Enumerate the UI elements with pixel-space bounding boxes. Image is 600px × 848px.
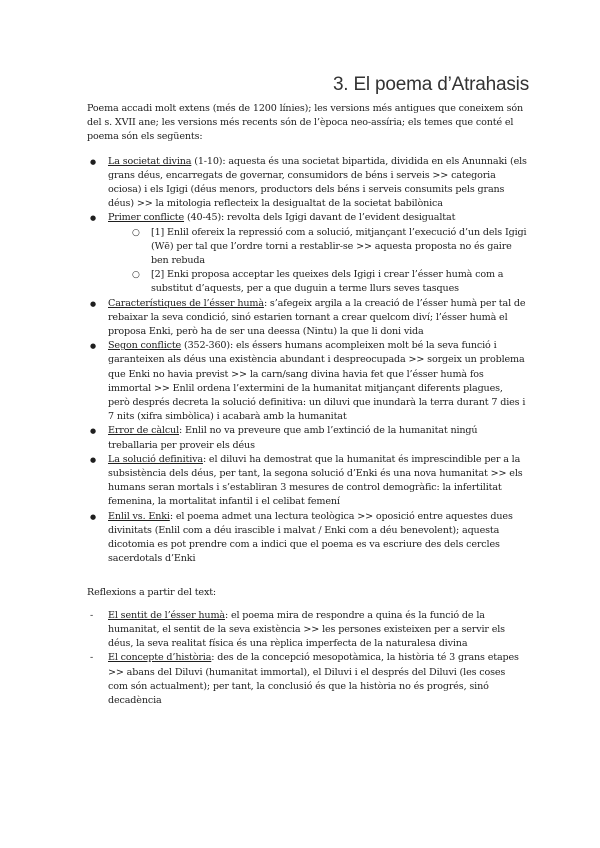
list-item — [87, 453, 527, 510]
theme-text: (352-360): els éssers humans acompleixen molt bé la seva funció i garanteixen als déus una existència abundant i despreocupada >> sorgeix un problema que Enki no havia previst >> la carn/sang divina havia fet que l’ésser humà fos immortal >> Enlil ordena l’extermini de la humanitat mitjançant diferents plagues, però després decreta la solució definitiva: un diluvi que inundarà la terra durant 7 dies i 7 nits (xifra simbòlica) i acabarà amb la humanitat — [108, 340, 526, 423]
theme-text: : el poema admet una lectura teològica >> oposició entre aquestes dues divinitats (Enlil com a déu irascible i malvat / Enki com a déu benevolent); aquesta dicotomia es pot prendre com a indici que el poema es va escriure des dels cercles sacerdotals d’Enki — [108, 510, 513, 565]
reflections-list — [87, 609, 527, 708]
reflection-text: : des de la concepció mesopotàmica, la història té 3 grans etapes >> abans del Diluvi (humanitat immortal), el Diluvi i el després del Diluvi (les coses com són actualment); per tant, la conclusió és que la història no és progrés, sinó decadència — [108, 652, 519, 706]
theme-text: : s’afegeix argila a la creació de l’ésser humà per tal de rebaixar la seva condició, sinó estarien tornant a crear quelcom diví; l’ésser humà el proposa Enki, però ha de ser una deessa (Nintu) la que li doni vida — [108, 297, 526, 338]
theme-text: : el diluvi ha demostrat que la humanitat és imprescindible per a la subsistència dels déus, per tant, la segona solució d’Enki és una nova humanitat >> els humans seran mortals i s’establiran 3 mesures de control demogràfic: la infertilitat femenina, la mortalitat infantil i el celibat femení — [108, 453, 523, 508]
list-item — [87, 609, 527, 652]
list-item — [87, 651, 527, 708]
list-item — [87, 297, 527, 340]
list-item — [87, 155, 527, 212]
theme-label: Característiques de l’ésser humà — [108, 297, 264, 309]
list-item — [87, 424, 527, 452]
themes-list — [87, 155, 527, 567]
theme-text: : Enlil no va preveure que amb l’extinció de la humanitat ningú treballaria per proveir els déus — [108, 425, 478, 451]
intro-paragraph: Poema accadi molt extens (més de 1200 línies); les versions més antigues que coneixem són del s. XVII ane; les versions més recents són de l’època neo-assíria; els temes que conté el poema són els següents: — [87, 103, 524, 143]
sub-list-item: ○ [2] Enki proposa acceptar les queixes dels Igigi i crear l’ésser humà com a substitut d’aquests, per a que duguin a terme llurs seves tasques — [108, 268, 527, 296]
reflection-label: El sentit de l’ésser humà — [108, 609, 225, 621]
theme-label: Segon conflicte — [108, 340, 182, 352]
document-body — [87, 102, 527, 708]
list-item — [87, 211, 527, 296]
theme-text: (1-10): aquesta és una societat bipartida, dividida en els Anunnaki (els grans déus, encarregats de governar, consumidors de béns i serveis >> categoria ociosa) i els Igigi (déus menors, productors dels béns i serveis consumits pels grans déus) >> la mitologia reflecteix la desigualtat de la societat babilònica — [108, 155, 527, 210]
theme-text: (40-45): revolta dels Igigi davant de l’evident desigualtat — [184, 212, 456, 224]
page-title: 3. El poema d’Atrahasis — [332, 74, 529, 95]
theme-label: La societat divina — [108, 155, 192, 167]
reflections-heading: Reflexions a partir del text: — [87, 586, 216, 598]
list-item — [87, 510, 527, 567]
theme-label: Enlil vs. Enki — [108, 510, 170, 522]
sub-list-item: ○ [1] Enlil ofereix la repressió com a solució, mitjançant l’execució d’un dels Igigi (Wē) per tal que l’ordre torni a restablir-se >> aquesta proposta no és gaire ben rebuda — [108, 226, 527, 269]
theme-label: Error de càlcul — [108, 425, 179, 437]
conflict-options-list — [108, 226, 527, 297]
reflection-label: El concepte d’història — [108, 652, 212, 664]
theme-label: Primer conflicte — [108, 212, 185, 224]
list-item — [87, 339, 527, 424]
theme-label: La solució definitiva — [108, 453, 203, 465]
reflection-text: : el poema mira de respondre a quina és la funció de la humanitat, el sentit de la seva existència >> les persones existeixen per a servir els déus, la seva realitat física és una rèplica imperfecta de la naturalesa divina — [108, 609, 505, 650]
